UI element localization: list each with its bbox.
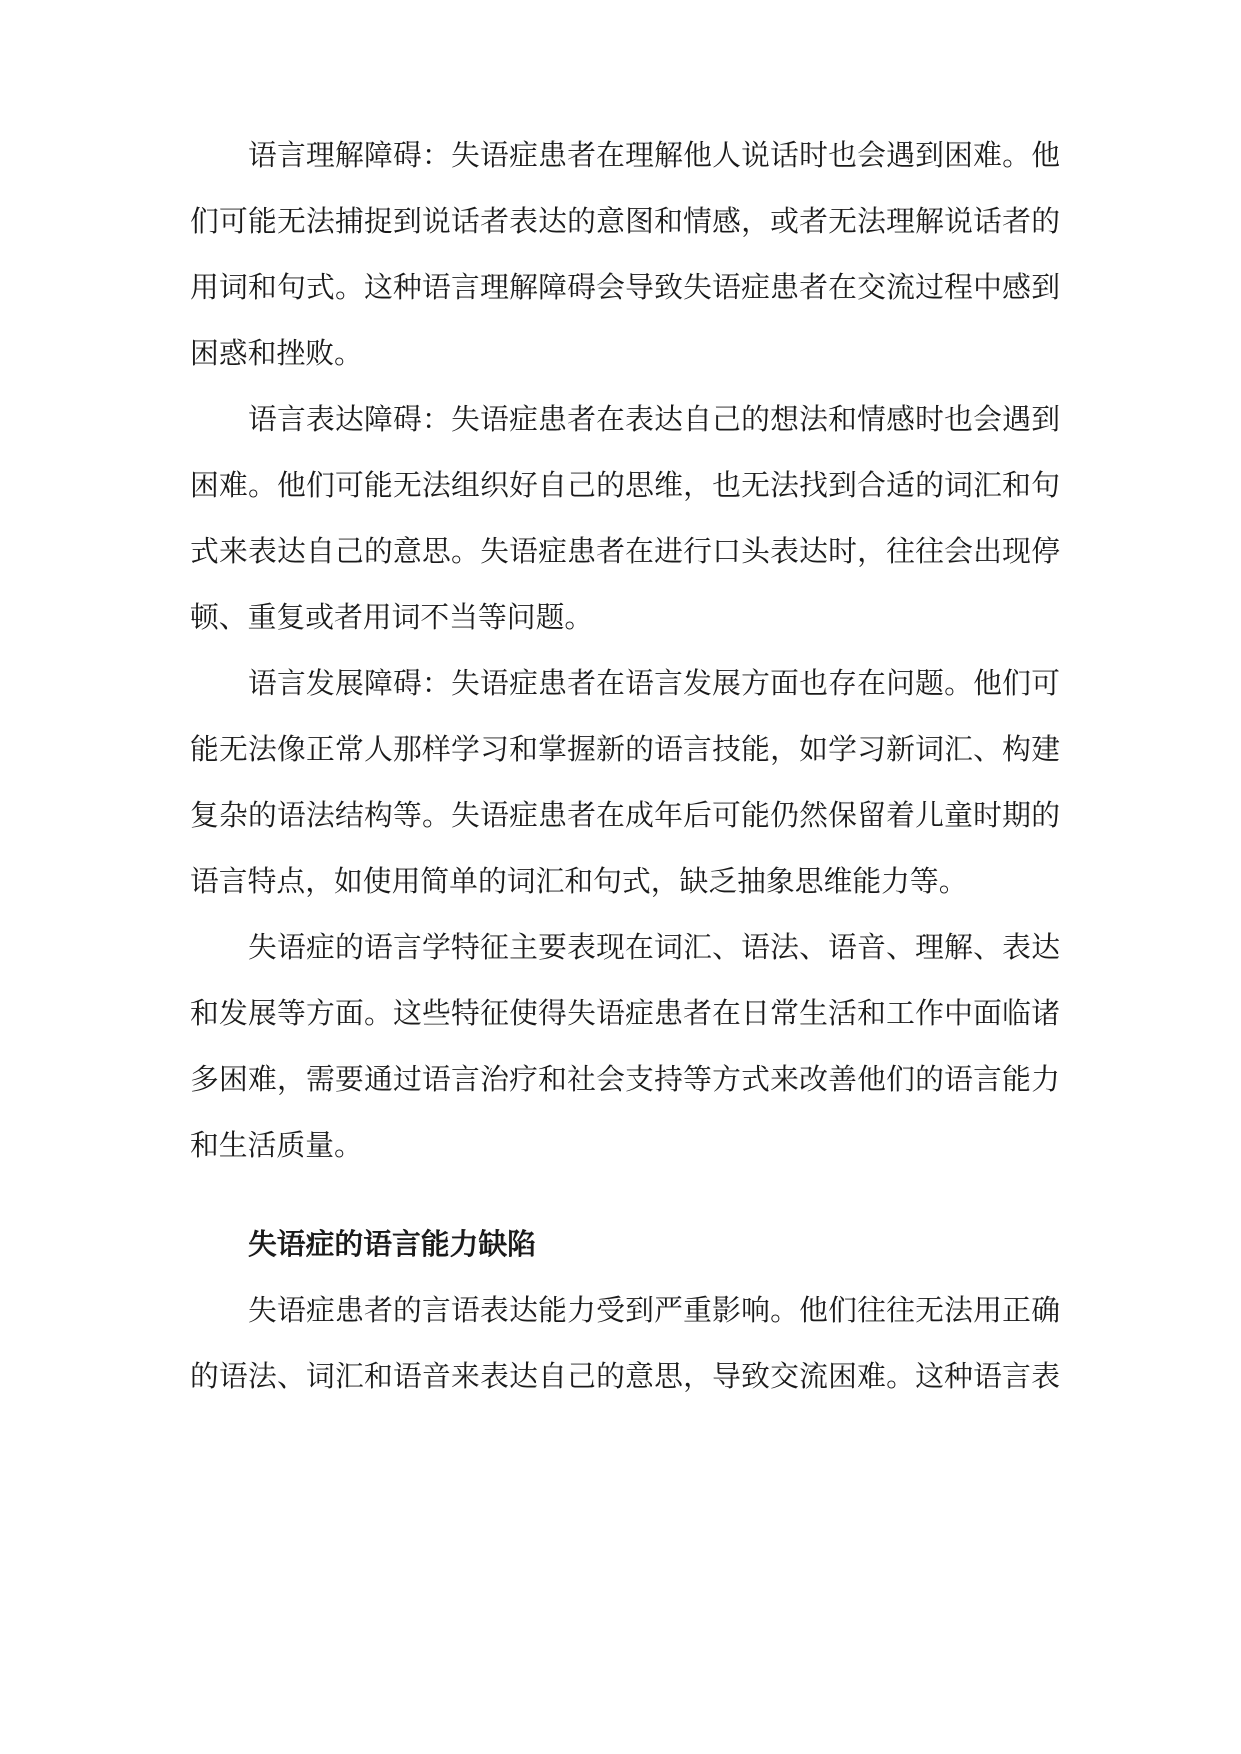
paragraph-3-line-3: 复杂的语法结构等。失语症患者在成年后可能仍然保留着儿童时期的 — [190, 798, 1060, 832]
section-heading: 失语症的语言能力缺陷 — [248, 1227, 536, 1261]
paragraph-4-line-4: 和生活质量。 — [190, 1128, 363, 1162]
paragraph-4-line-3: 多困难，需要通过语言治疗和社会支持等方式来改善他们的语言能力 — [190, 1062, 1060, 1096]
paragraph-4-line-1: 失语症的语言学特征主要表现在词汇、语法、语音、理解、表达 — [248, 930, 1060, 964]
paragraph-2-line-2: 困难。他们可能无法组织好自己的思维，也无法找到合适的词汇和句 — [190, 468, 1060, 502]
paragraph-1-line-4: 困惑和挫败。 — [190, 336, 363, 370]
paragraph-3-line-1: 语言发展障碍：失语症患者在语言发展方面也存在问题。他们可 — [248, 666, 1060, 700]
closing-paragraph-line-2: 的语法、词汇和语音来表达自己的意思，导致交流困难。这种语言表 — [190, 1359, 1060, 1393]
paragraph-1-line-2: 们可能无法捕捉到说话者表达的意图和情感，或者无法理解说话者的 — [190, 204, 1060, 238]
paragraph-2-line-1: 语言表达障碍：失语症患者在表达自己的想法和情感时也会遇到 — [248, 402, 1060, 436]
paragraph-1-line-1: 语言理解障碍：失语症患者在理解他人说话时也会遇到困难。他 — [248, 138, 1060, 172]
closing-paragraph-line-1: 失语症患者的言语表达能力受到严重影响。他们往往无法用正确 — [248, 1293, 1060, 1327]
paragraph-1-line-3: 用词和句式。这种语言理解障碍会导致失语症患者在交流过程中感到 — [190, 270, 1060, 304]
paragraph-3-line-4: 语言特点，如使用简单的词汇和句式，缺乏抽象思维能力等。 — [190, 864, 968, 898]
paragraph-2-line-4: 顿、重复或者用词不当等问题。 — [190, 600, 594, 634]
paragraph-4-line-2: 和发展等方面。这些特征使得失语症患者在日常生活和工作中面临诸 — [190, 996, 1060, 1030]
paragraph-2-line-3: 式来表达自己的意思。失语症患者在进行口头表达时，往往会出现停 — [190, 534, 1060, 568]
paragraph-3-line-2: 能无法像正常人那样学习和掌握新的语言技能，如学习新词汇、构建 — [190, 732, 1060, 766]
